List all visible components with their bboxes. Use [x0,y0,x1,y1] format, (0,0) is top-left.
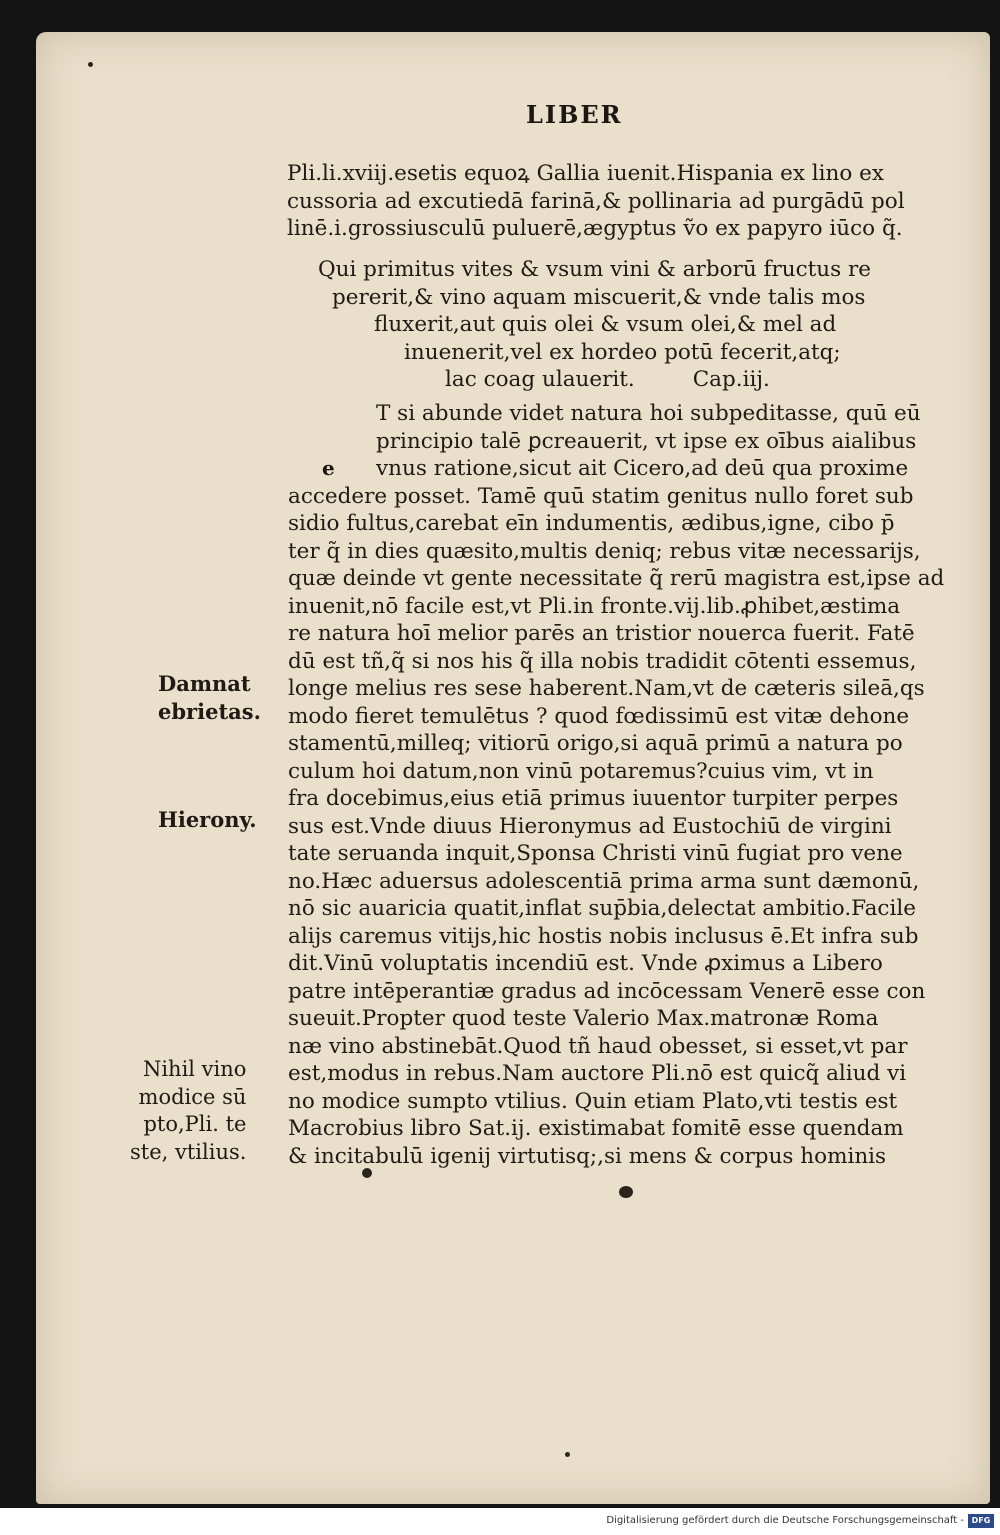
text-line: dit.Vinū voluptatis incendiū est. Vnde ꝓximus a Libero [288,951,883,976]
marginal-line: Damnat [158,671,251,696]
text-line: cussoria ad excutiedā farinā,& pollinaria ad purgādū pol [287,188,905,214]
heading-line: inuenerit,vel ex hordeo potū fecerit,atq; [404,339,841,365]
marginal-note-nihil-vino [130,1056,246,1166]
text-line: longe melius res sese haberent.Nam,vt de cæteris sileā,qs [288,676,925,701]
text-line: Macrobius libro Sat.ij. existimabat fomitē esse quendam [288,1116,904,1141]
text-line: vnus ratione,sicut ait Cicero,ad deū qua proxime [376,456,909,481]
dfg-logo: DFG [968,1514,994,1528]
text-line: næ vino abstinebāt.Quod tñ haud obesset, si esset,vt par [288,1033,908,1059]
text-line: sus est.Vnde diuus Hieronymus ad Eustochiū de virgini [288,813,892,839]
text-line: est,modus in rebus.Nam auctore Pli.nō est quicq̃ aliud vi [288,1061,907,1086]
text-line: stamentū,milleq; vitiorū origo,si aquā primū a natura po [288,731,903,756]
text-line: linē.i.grossiusculū puluerē,ægyptus ṽo ex papyro iūco q̃. [287,216,903,241]
heading-line-end: lac coag ulauerit. [445,367,635,392]
text-line: quæ deinde vt gente necessitate q̃ rerū magistra est,ipse ad [288,566,945,591]
carryover-text [287,160,905,243]
text-line: T si abunde videt natura hoi subpeditasse, quū eū [376,401,921,426]
ink-spot [619,1186,633,1198]
marginal-line: ste, vtilius. [130,1139,247,1164]
text-line: accedere posset. Tamē quū statim genitus nullo foret sub [288,483,914,509]
text-line: principio talē ꝑcreauerit, vt ipse ex oībus aialibus [376,428,917,454]
text-line: sueuit.Propter quod teste Valerio Max.matronæ Roma [288,1006,879,1031]
text-line: sidio fultus,carebat eīn indumentis, ædibus,igne, cibo p̄ [288,511,895,536]
marginal-line: ebrietas. [158,698,261,724]
heading-line: fluxerit,aut quis olei & vsum olei,& mel ad [374,312,837,337]
text-line: re natura hoī melior parēs an tristior nouerca fuerit. Fatē [288,621,915,646]
text-line: patre intēperantiæ gradus ad incōcessam Venerē esse con [288,978,926,1004]
ink-spot [88,62,93,67]
chapter-heading [300,256,871,394]
text-line: no modice sumpto vtilius. Quin etiam Plato,vti testis est [288,1088,898,1114]
text-line: Pli.li.xviij.esetis equoꝝ Gallia iuenit.Hispania ex lino ex [287,161,885,186]
text-line: modo fieret temulētus ? quod fœdissimū est vitæ dehone [288,703,910,729]
text-line: no.Hæc aduersus adolescentiā prima arma sunt dæmonū, [288,868,920,894]
marginal-line: pto,Pli. te [143,1112,247,1136]
text-line: dū est tñ,q̃ si nos his q̃ illa nobis tradidit cōtenti essemus, [288,648,917,674]
text-line: fra docebimus,eius etiā primus iuuentor turpiter perpes [288,786,899,811]
heading-line: pererit,& vino aquam miscuerit,& vnde talis mos [332,284,866,310]
drop-cap-guide-letter: e [322,456,335,480]
text-line: ter q̃ in dies quæsito,multis deniq; rebus vitæ necessarijs, [288,538,921,564]
heading-line: Qui primitus vites & vsum vini & arborū fructus re [318,257,871,282]
body-text [288,400,944,1170]
chapter-number: Cap.iij. [692,367,770,392]
running-head: LIBER [526,100,623,129]
text-line: inuenit,nō facile est,vt Pli.in fronte.vij.lib.ꝓhibet,æstima [288,593,901,619]
heading-line [300,366,871,394]
marginal-line: Nihil vino [142,1057,247,1081]
marginal-line: modice sū [138,1084,247,1109]
footer-credit: Digitalisierung gefördert durch die Deutsche Forschungsgemeinschaft - [606,1515,964,1526]
text-line: culum hoi datum,non vinū potaremus?cuius vim, vt in [288,758,874,784]
digitization-footer [0,1508,1000,1535]
marginal-note-hierony [158,806,257,834]
ink-spot [362,1168,372,1178]
text-line: alijs caremus vitijs,hic hostis nobis inclusus ē.Et infra sub [288,923,919,949]
marginal-note-damnat [158,670,261,725]
text-line: nō sic auaricia quatit,inflat sup̄bia,delectat ambitio.Facile [288,896,916,921]
text-line: & incitabulū igenij virtutisq;,si mens & corpus hominis [288,1143,887,1169]
ink-spot [565,1452,570,1457]
marginal-line: Hierony. [158,807,257,832]
text-line: tate seruanda inquit,Sponsa Christi vinū fugiat pro vene [288,841,903,866]
